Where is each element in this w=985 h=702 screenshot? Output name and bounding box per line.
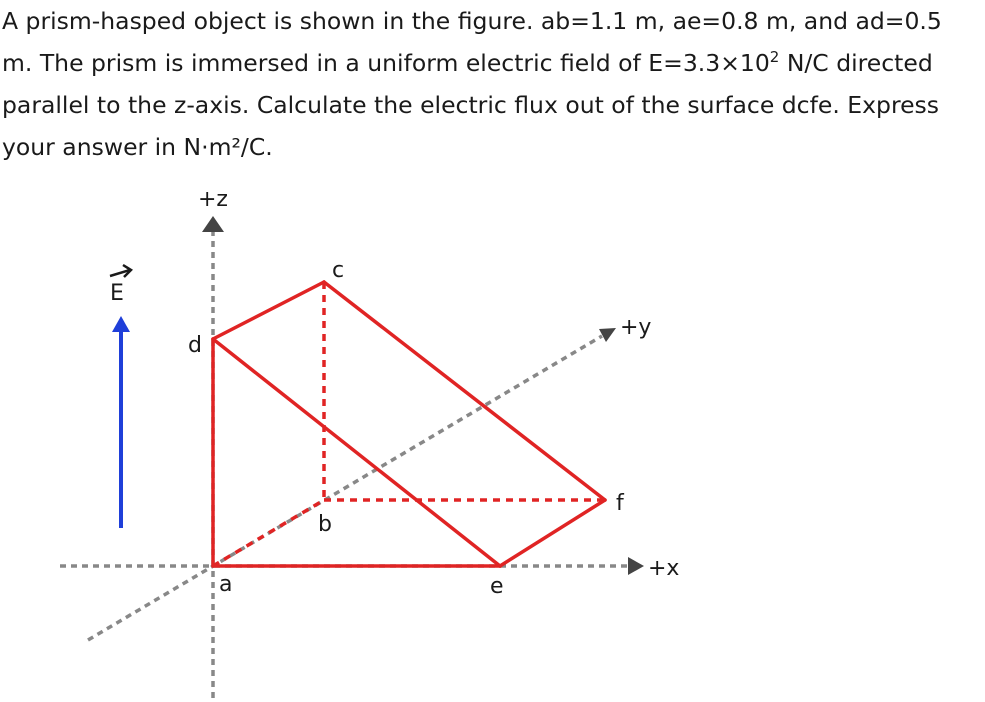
x-axis-label: +x (648, 556, 680, 581)
vertex-label-e: e (490, 574, 504, 599)
problem-line-4: your answer in N·m²/C. (2, 133, 273, 161)
z-axis-arrowhead (202, 216, 224, 232)
problem-line-3: parallel to the z-axis. Calculate the electric flux out of the surface dcfe. Express (2, 91, 940, 119)
problem-line-2-text: m. The prism is immersed in a uniform electric field of E=3.3×10 (2, 49, 770, 77)
edge-ef (500, 500, 605, 566)
y-axis (88, 336, 602, 640)
edge-dc (213, 282, 324, 339)
vertex-label-f: f (616, 491, 624, 516)
problem-line-1: A prism-hasped object is shown in the figure. ab=1.1 m, ae=0.8 m, and ad=0.5 (2, 7, 942, 35)
y-axis-label: +y (620, 315, 652, 340)
edge-de (213, 339, 500, 566)
vertex-label-c: c (332, 258, 345, 283)
problem-line-2-tail: N/C directed (779, 49, 933, 77)
y-axis-arrowhead (599, 328, 616, 342)
x-axis-arrowhead (628, 557, 644, 575)
vertex-label-a: a (219, 572, 233, 597)
field-arrow-head (112, 316, 130, 332)
z-axis-label: +z (198, 187, 228, 212)
vertex-label-d: d (188, 333, 202, 358)
field-label: E (110, 281, 124, 306)
exponent: 2 (769, 48, 780, 66)
edge-cf (324, 282, 605, 500)
vertex-label-b: b (318, 512, 332, 537)
